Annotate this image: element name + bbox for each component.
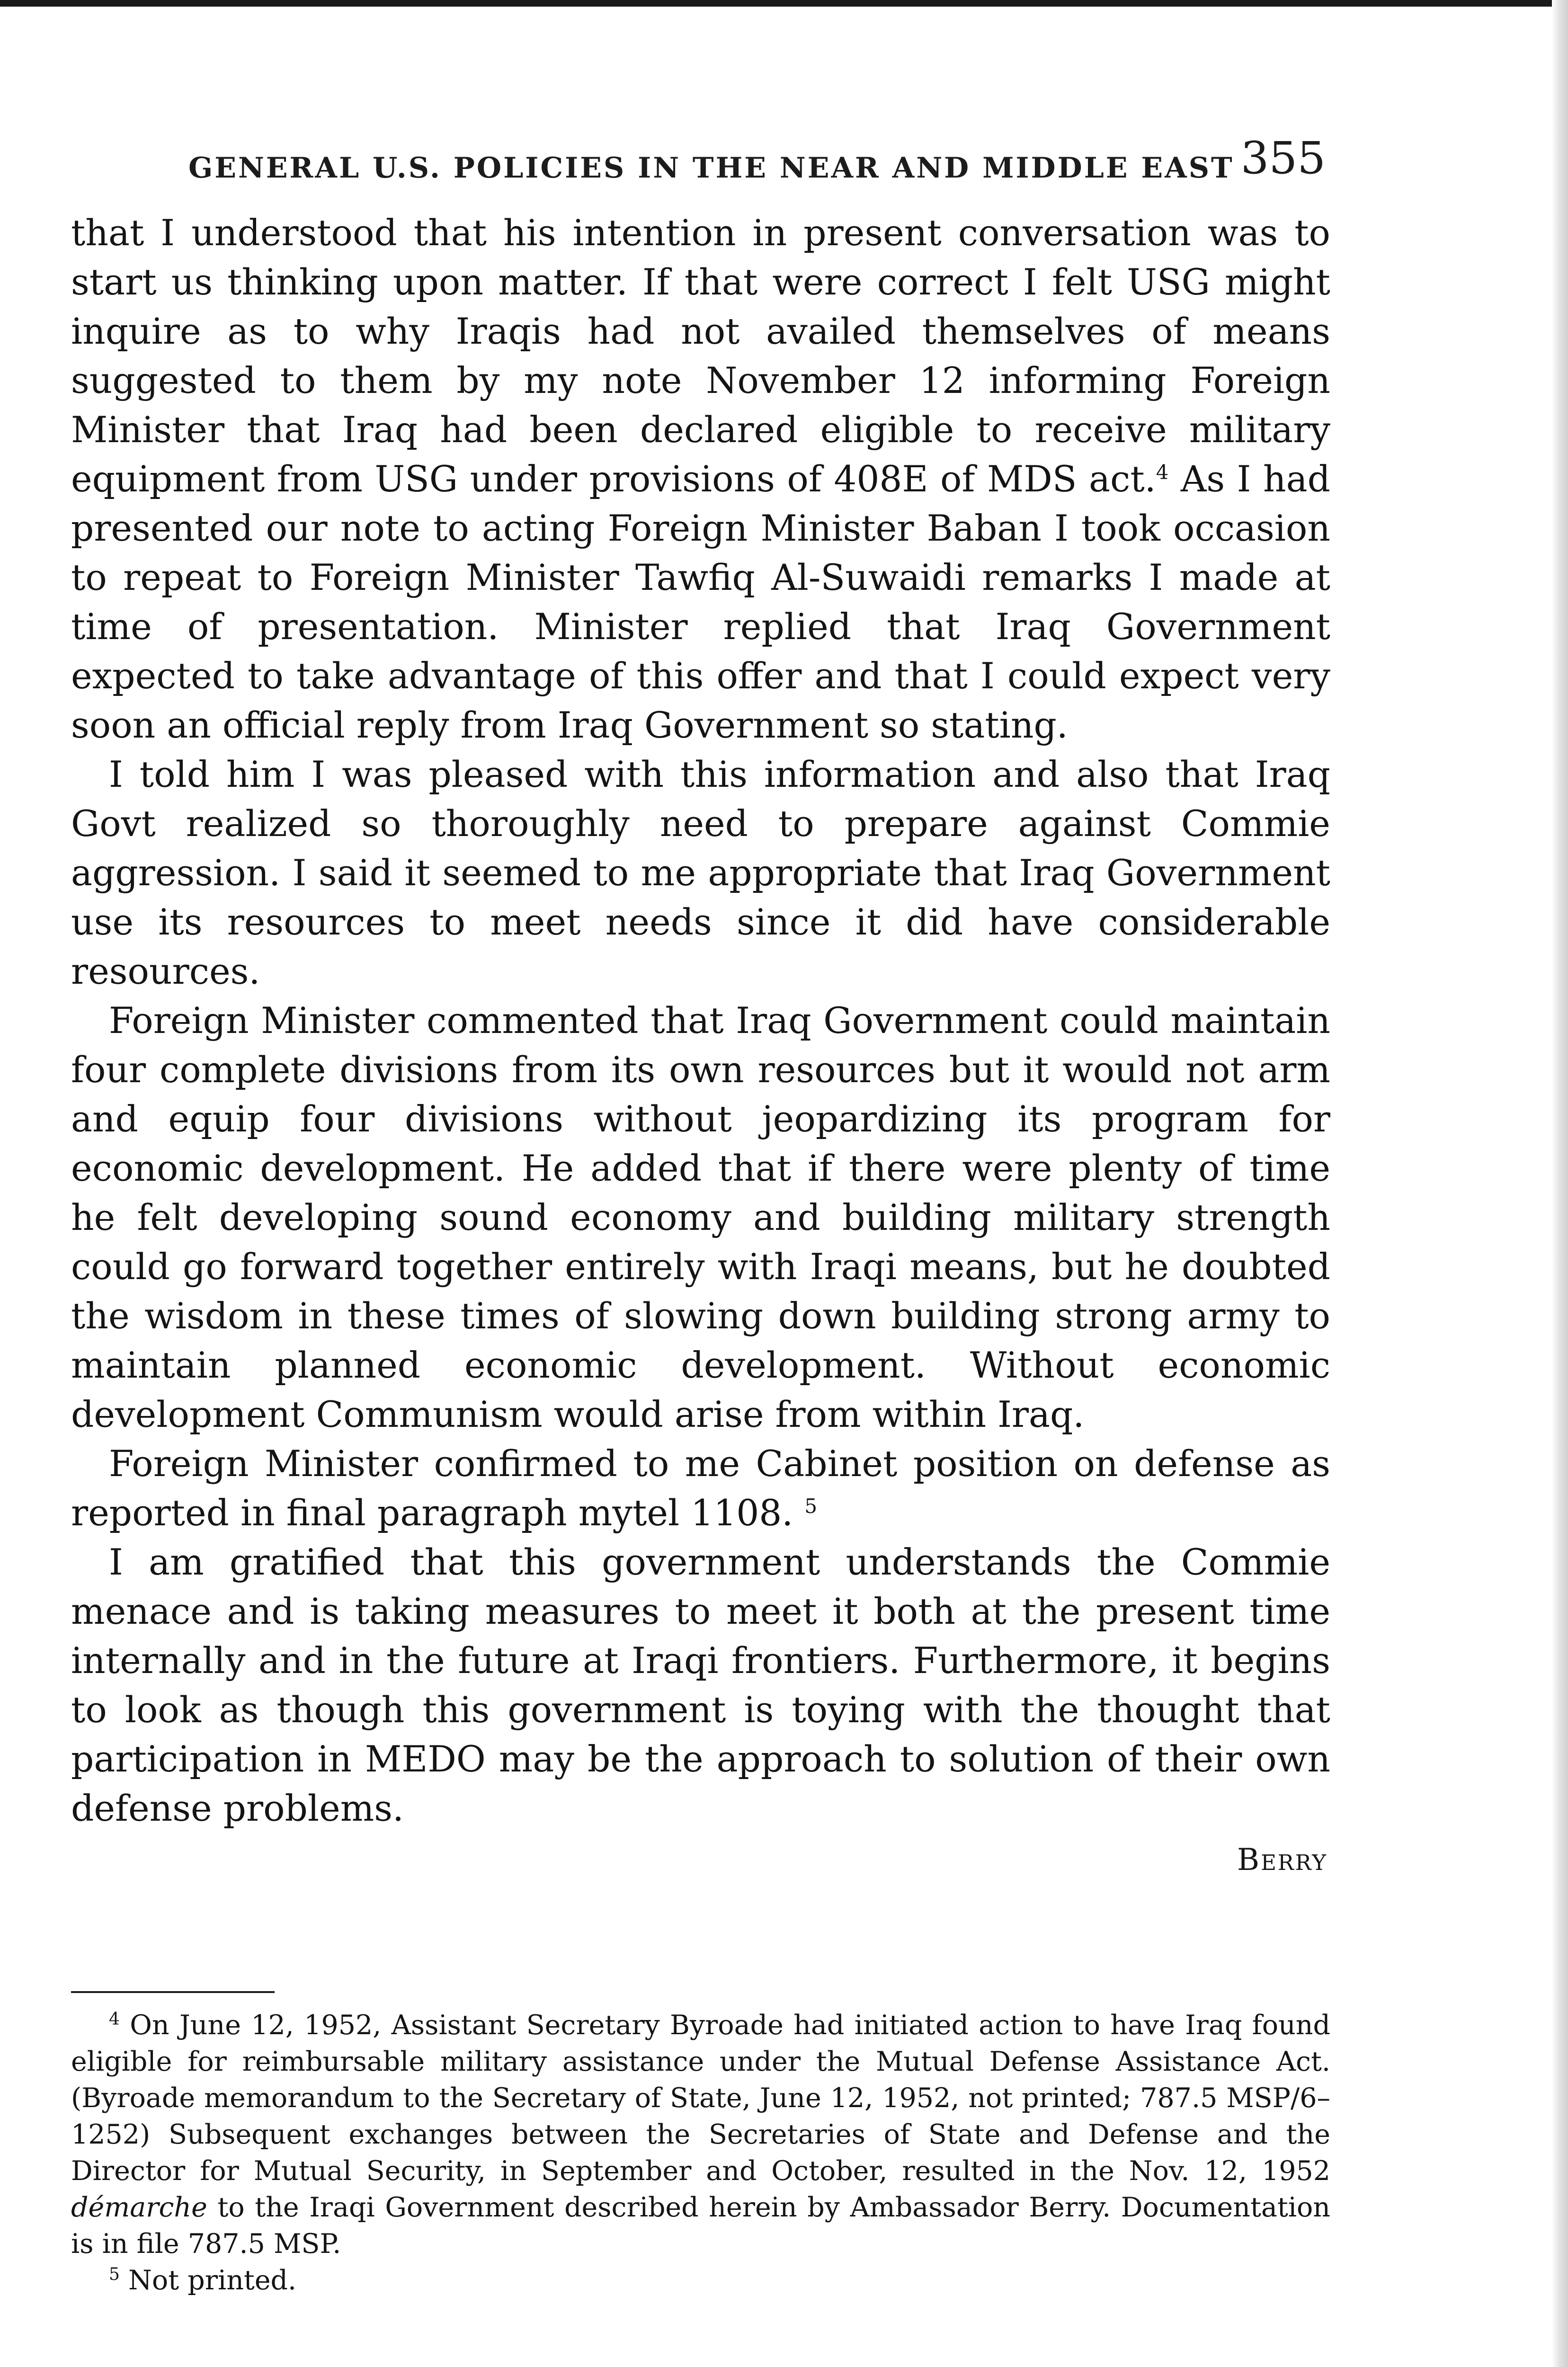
body-text (71, 208, 1330, 1833)
footnote-5 (71, 2262, 1330, 2299)
top-edge-rule (0, 0, 1568, 7)
footnote-ref-5: 5 (804, 1494, 818, 1518)
paragraph-1-text-b: As I had presented our note to acting Foreign Minister Baban I took occasion to repeat to Foreign Minister Tawfiq Al-Suwaidi remarks I made at time of presentation. Minister replied that Iraq Government expected to take advantage of this offer and that I could expect very soon an official reply from Iraq Government so stating. (71, 458, 1330, 746)
footnote-ref-4: 4 (1156, 460, 1169, 484)
footnotes (71, 2007, 1330, 2299)
paragraph-3: Foreign Minister commented that Iraq Government could maintain four complete divisions from its own resources but it would not arm and equip four divisions without jeopardizing its program for economic development. He added that if there were plenty of time he felt developing sound economy and building military strength could go forward together entirely with Iraqi means, but he doubted the wisdom in these times of slowing down building strong army to maintain planned economic development. Without economic development Communism would arise from within Iraq. (71, 1000, 1330, 1435)
page-edge-shadow (1552, 0, 1568, 2367)
page-header (71, 133, 1330, 194)
paragraph-2: I told him I was pleased with this information and also that Iraq Govt realized so thoroughly need to prepare against Commie aggression. I said it seemed to me appropriate that Iraq Government use its resources to meet needs since it did have considerable resources. (71, 754, 1330, 992)
footnote-divider (71, 1991, 275, 1993)
paragraph-4 (71, 1439, 1330, 1538)
footnote-4 (71, 2007, 1330, 2262)
footnote-5-text: Not printed. (119, 2265, 297, 2296)
paragraph-4-text: Foreign Minister confirmed to me Cabinet position on defense as reported in final paragraph mytel 1108. (71, 1443, 1330, 1534)
paragraph-5: I am gratified that this government understands the Commie menace and is taking measures to meet it both at the present time internally and in the future at Iraqi frontiers. Furthermore, it begins to look as though this government is toying with the thought that participation in MEDO may be the approach to solution of their own defense problems. (71, 1541, 1330, 1829)
paragraph-1 (71, 208, 1330, 750)
paragraph-1-text-a: that I understood that his intention in present conversation was to start us thinking upon matter. If that were correct I felt USG might inquire as to why Iraqis had not availed themselves of means suggested to them by my note November 12 informing Foreign Minister that Iraq had been declared eligible to receive military equipment from USG under provisions of 408E of MDS act. (71, 212, 1330, 500)
signature: Berry (1237, 1842, 1327, 1878)
page-number: 355 (1240, 133, 1326, 184)
document-page (71, 133, 1330, 2299)
footnote-4-text-b: to the Iraqi Government described herein by Ambassador Berry. Documentation is in file 787.5 MSP. (71, 2192, 1330, 2260)
footnote-5-marker: 5 (109, 2265, 120, 2284)
footnote-4-italic: démarche (71, 2192, 207, 2223)
footnote-4-text-a: On June 12, 1952, Assistant Secretary Byroade had initiated action to have Iraq found eligible for reimbursable military assistance under the Mutual Defense Assistance Act. (Byroade memorandum to the Secretary of State, June 12, 1952, not printed; 787.5 MSP/6–1252) Subsequent exchanges between the Secretaries of State and Defense and the Director for Mutual Security, in September and October, resulted in the Nov. 12, 1952 (71, 2010, 1330, 2187)
footnote-4-marker: 4 (109, 2010, 120, 2029)
running-head: GENERAL U.S. POLICIES IN THE NEAR AND MIDDLE EAST (188, 151, 1234, 185)
